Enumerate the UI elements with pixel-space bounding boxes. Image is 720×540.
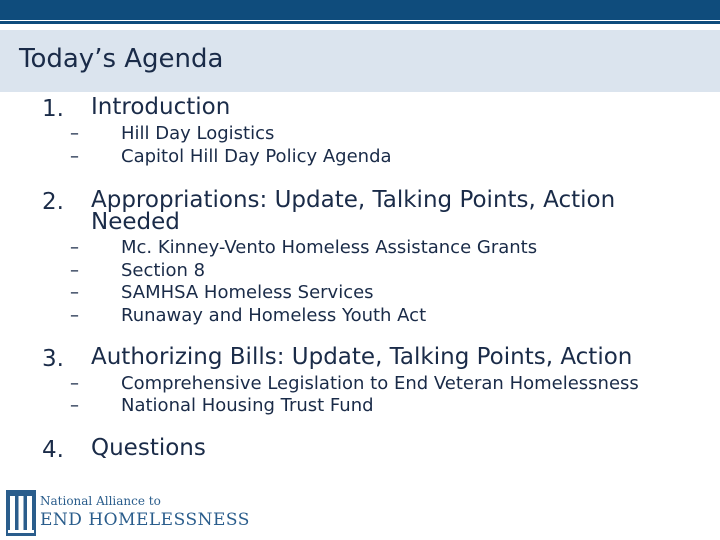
agenda-item-heading: Authorizing Bills: Update, Talking Points, Action <box>91 344 633 370</box>
agenda-subitem-text: Comprehensive Legislation to End Veteran Homelessness <box>121 373 639 394</box>
dash-bullet: – <box>70 305 79 326</box>
dash-bullet: – <box>70 123 79 144</box>
dash-bullet: – <box>70 395 79 416</box>
building-columns-icon <box>6 490 36 536</box>
agenda-subitem-text: Hill Day Logistics <box>121 123 275 144</box>
logo-line-2: END HOMELESSNESS <box>40 510 250 530</box>
slide-title: Today’s Agenda <box>19 44 224 74</box>
dash-bullet: – <box>70 260 79 281</box>
dash-bullet: – <box>70 146 79 167</box>
agenda-item-number: 1. <box>42 96 64 122</box>
agenda-subitem-text: National Housing Trust Fund <box>121 395 374 416</box>
dash-bullet: – <box>70 237 79 258</box>
agenda-item-number: 3. <box>42 346 64 372</box>
agenda-item-heading: Appropriations: Update, Talking Points, Action Needed <box>91 187 616 235</box>
agenda-subitem-text: Section 8 <box>121 260 206 281</box>
agenda-item-number: 4. <box>42 437 64 463</box>
agenda-item-number: 2. <box>42 189 64 215</box>
agenda-subitem-text: Mc. Kinney-Vento Homeless Assistance Grants <box>121 237 538 258</box>
header-rule <box>0 21 720 24</box>
agenda-subitem-text: Capitol Hill Day Policy Agenda <box>121 146 392 167</box>
agenda-subitem-text: SAMHSA Homeless Services <box>121 282 374 303</box>
dash-bullet: – <box>70 282 79 303</box>
dash-bullet: – <box>70 373 79 394</box>
agenda-item-heading: Questions <box>91 435 206 461</box>
organization-logo <box>6 490 250 536</box>
logo-line-1: National Alliance to <box>40 494 161 508</box>
agenda-item-heading: Introduction <box>91 94 231 120</box>
header-bar <box>0 0 720 20</box>
agenda-subitem-text: Runaway and Homeless Youth Act <box>121 305 427 326</box>
